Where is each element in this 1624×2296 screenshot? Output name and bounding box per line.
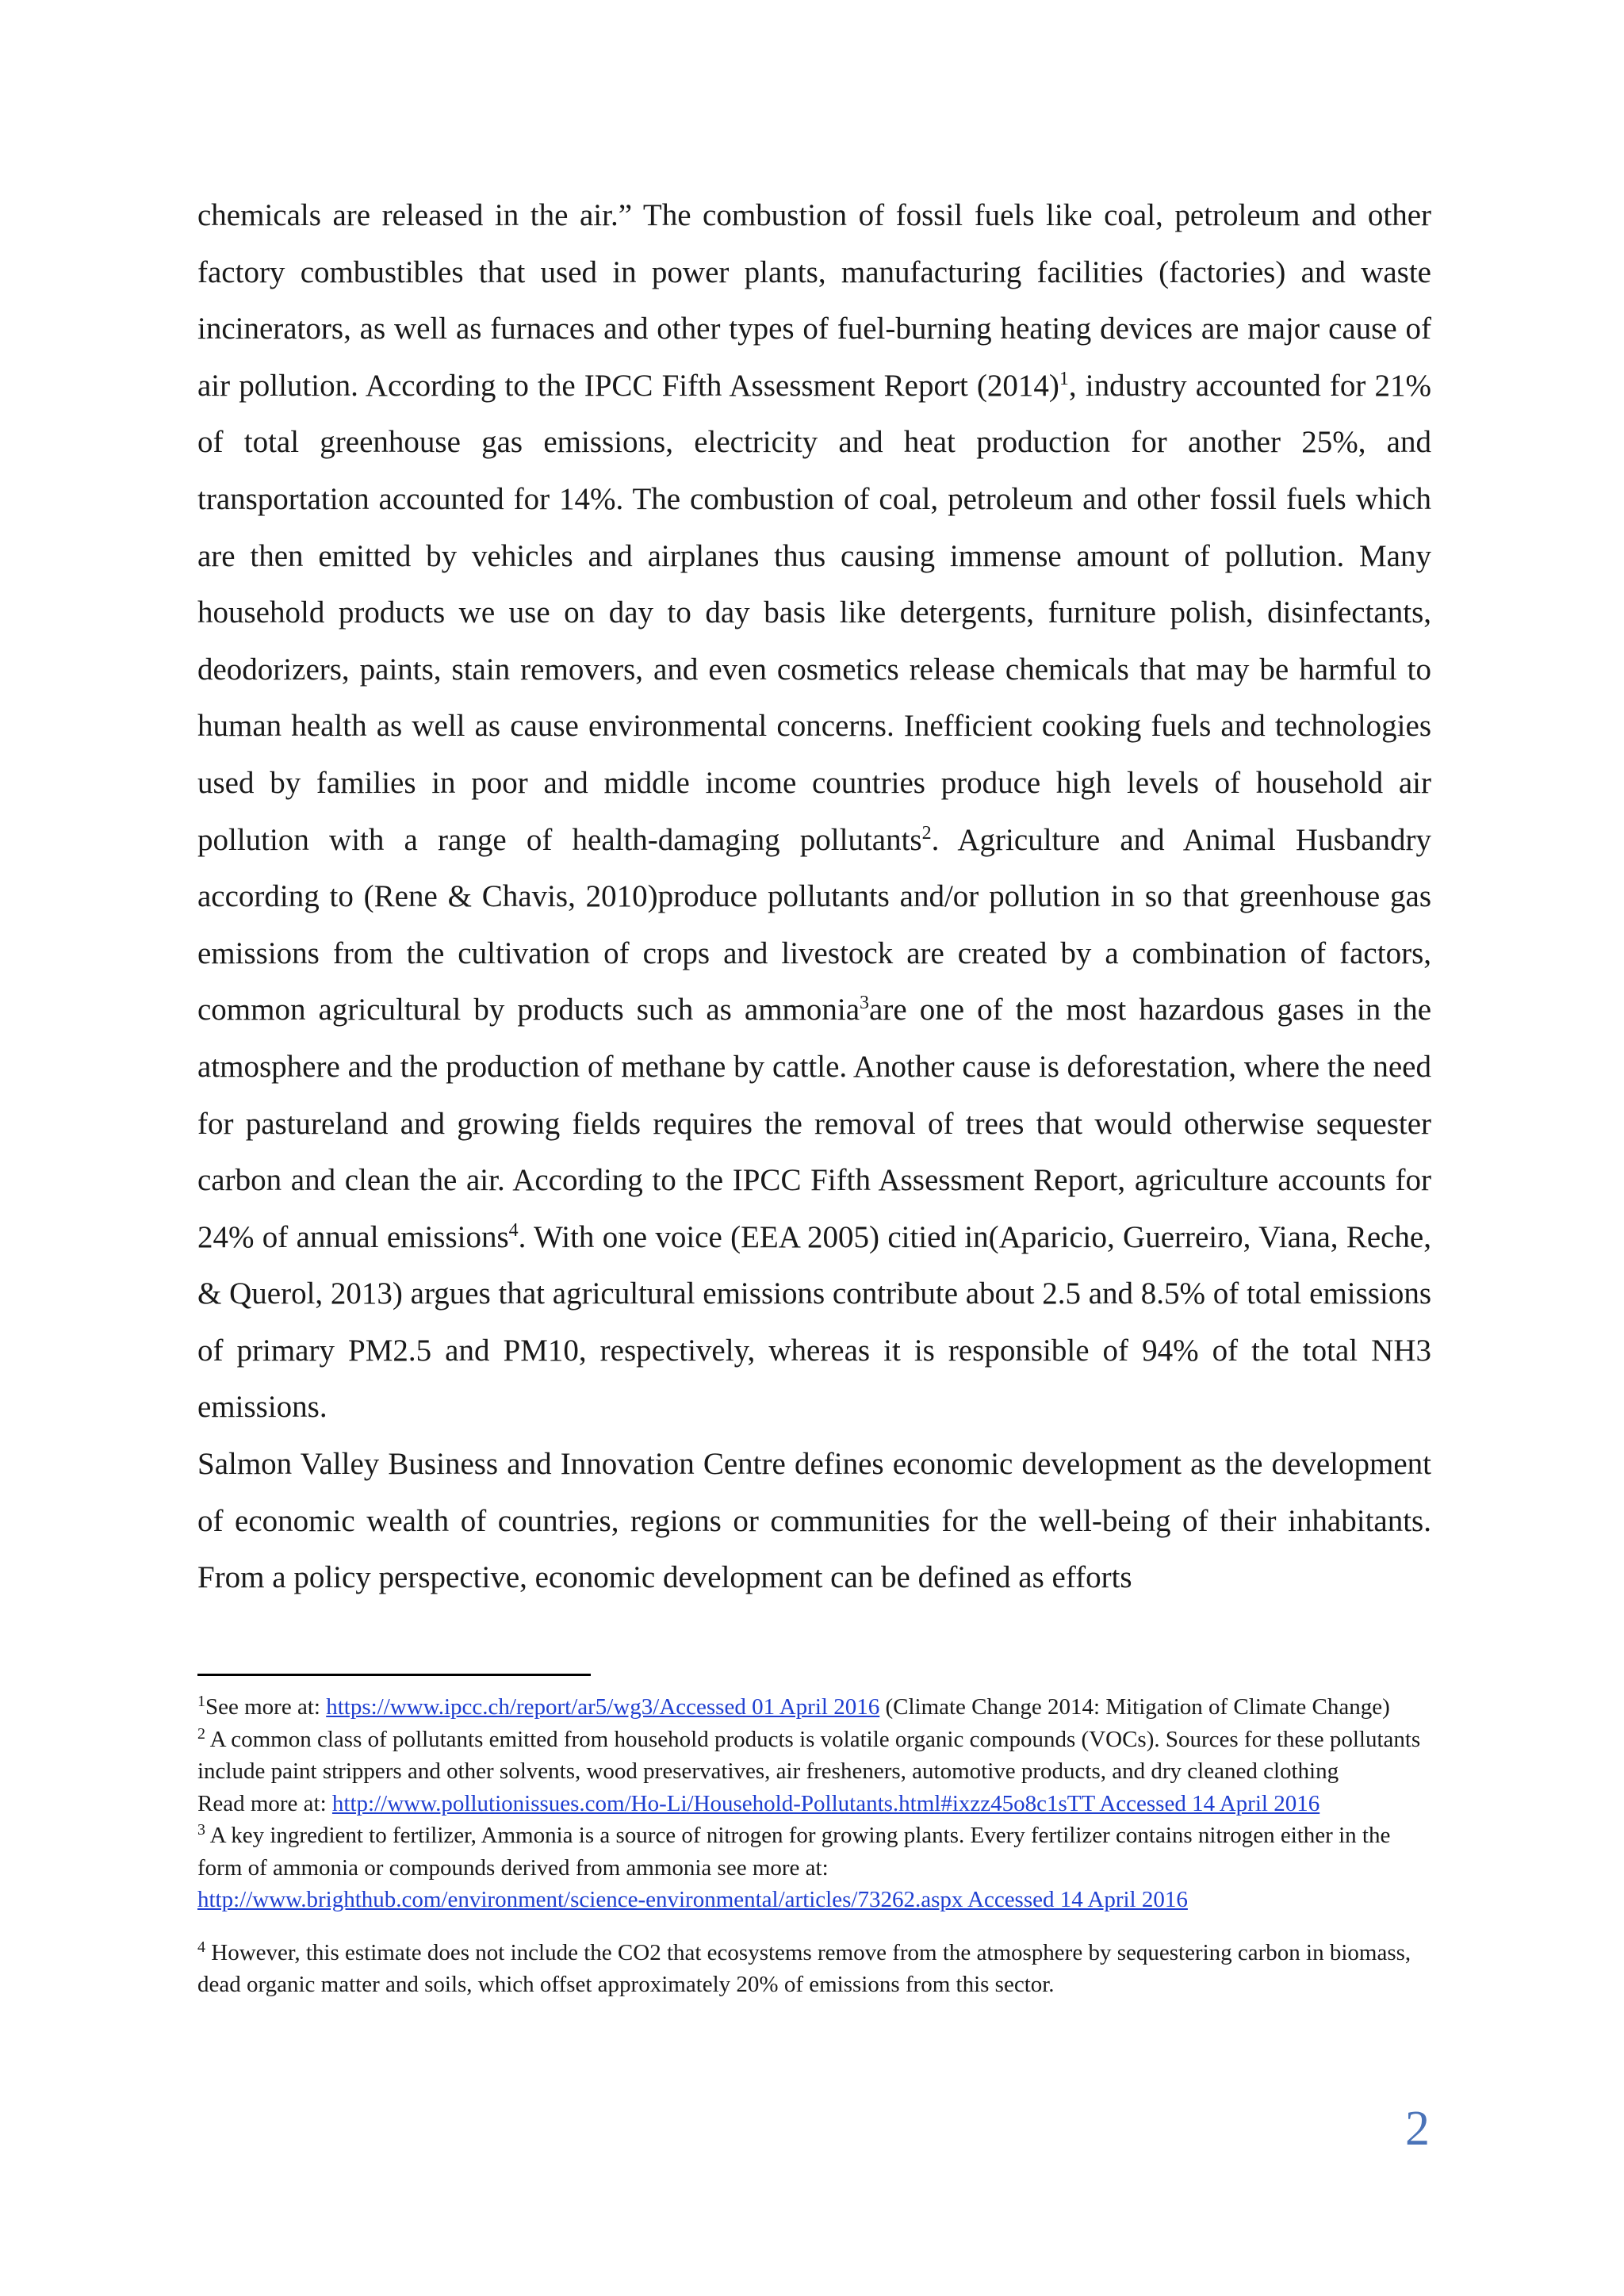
- paragraph-text: . Agriculture and Animal Husbandry according to (Rene & Chavis, 2010)produce pollutants and/or pollution in so that greenhouse gas emissions from the cultivation of crops and livestock are created by a combination of factors, common agricultural by products such as ammonia: [197, 822, 1431, 1027]
- footnote-ref-1[interactable]: 1: [1059, 368, 1069, 389]
- footnote-link-brighthub[interactable]: http://www.brighthub.com/environment/science-environmental/articles/73262.aspx Accessed 14 April 2016: [197, 1887, 1188, 1912]
- footnotes: [197, 1691, 1434, 2001]
- footnote-ref-4[interactable]: 4: [508, 1219, 519, 1241]
- footnote-number: 1: [197, 1693, 205, 1710]
- paragraph-text: , industry accounted for 21% of total greenhouse gas emissions, electricity and heat production for another 25%, and transportation accounted for 14%. The combustion of coal, petroleum and other fossil fuels which are then emitted by vehicles and airplanes thus causing immense amount of pollution. Many household products we use on day to day basis like detergents, furniture polish, disinfectants, deodorizers, paints, stain removers, and even cosmetics release chemicals that may be harmful to human health as well as cause environmental concerns. Inefficient cooking fuels and technologies used by families in poor and middle income countries produce high levels of household air pollution with a range of health-damaging pollutants: [197, 368, 1431, 857]
- footnote-1: [197, 1691, 1434, 1724]
- footnote-2-read-more: [197, 1788, 1434, 1820]
- footnote-link-ipcc[interactable]: https://www.ipcc.ch/report/ar5/wg3/Accessed 01 April 2016: [326, 1694, 880, 1720]
- footnote-number: 4: [197, 1938, 205, 1956]
- footnote-ref-2[interactable]: 2: [921, 822, 932, 844]
- body-text: [197, 187, 1431, 1606]
- footnote-ref-3[interactable]: 3: [860, 993, 870, 1014]
- paragraph-text: chemicals are released in the air.” The combustion of fossil fuels like coal, petroleum and other factory combustibles that used in power plants, manufacturing facilities (factories) and waste incinerators, as well as furnaces and other types of fuel-burning heating devices are major cause of air pollution. According to the IPCC Fifth Assessment Report (2014): [197, 198, 1431, 403]
- footnote-text: A common class of pollutants emitted from household products is volatile organic compounds (VOCs). Sources for these pollutants include paint strippers and other solvents, wood preservatives, air fresheners, automotive products, and dry cleaned clothing: [197, 1726, 1421, 1784]
- footnote-link-pollutionissues[interactable]: http://www.pollutionissues.com/Ho-Li/Household-Pollutants.html#ixzz45o8c1sTT Accessed 14 April 2016: [331, 1790, 1320, 1816]
- footnote-3: [197, 1820, 1434, 1884]
- footnote-text: See more at:: [205, 1694, 327, 1720]
- paragraph-text: . With one voice (EEA 2005) citied in(Aparicio, Guerreiro, Viana, Reche, & Querol, 2013) argues that agricultural emissions contribute about 2.5 and 8.5% of total emissions of primary PM2.5 and PM10, respectively, whereas it is responsible of 94% of the total NH3 emissions.: [197, 1219, 1431, 1425]
- footnote-text: (Climate Change 2014: Mitigation of Climate Change): [879, 1694, 1390, 1720]
- paragraph-economic-development: Salmon Valley Business and Innovation Centre defines economic development as the development of economic wealth of countries, regions or communities for the well-being of their inhabitants. From a policy perspective, economic development can be defined as efforts: [197, 1447, 1431, 1595]
- footnote-4: [197, 1937, 1434, 2001]
- footnote-number: 3: [197, 1821, 205, 1839]
- footnote-text: A key ingredient to fertilizer, Ammonia is a source of nitrogen for growing plants. Every fertilizer contains nitrogen either in the form of ammonia or compounds derived from ammonia see more at:: [197, 1823, 1391, 1881]
- footnote-number: 2: [197, 1724, 205, 1743]
- footnote-gap: [197, 1916, 1434, 1937]
- footnote-3-link-line: [197, 1884, 1434, 1916]
- footnote-2: [197, 1724, 1434, 1788]
- footnote-separator: [197, 1674, 591, 1676]
- footnote-text: Read more at:: [197, 1790, 332, 1816]
- footnote-text: However, this estimate does not include the CO2 that ecosystems remove from the atmosphere by sequestering carbon in biomass, dead organic matter and soils, which offset approximately 20% of emissions from this sector.: [197, 1939, 1411, 1997]
- page-number: 2: [1405, 2102, 1430, 2156]
- paragraph-air-pollution-causes: [197, 187, 1431, 1436]
- paragraph-text: are one of the most hazardous gases in the atmosphere and the production of methane by cattle. Another cause is deforestation, where the need for pastureland and growing fields requires the removal of trees that would otherwise sequester carbon and clean the air. According to the IPCC Fifth Assessment Report, agriculture accounts for 24% of annual emissions: [197, 993, 1431, 1254]
